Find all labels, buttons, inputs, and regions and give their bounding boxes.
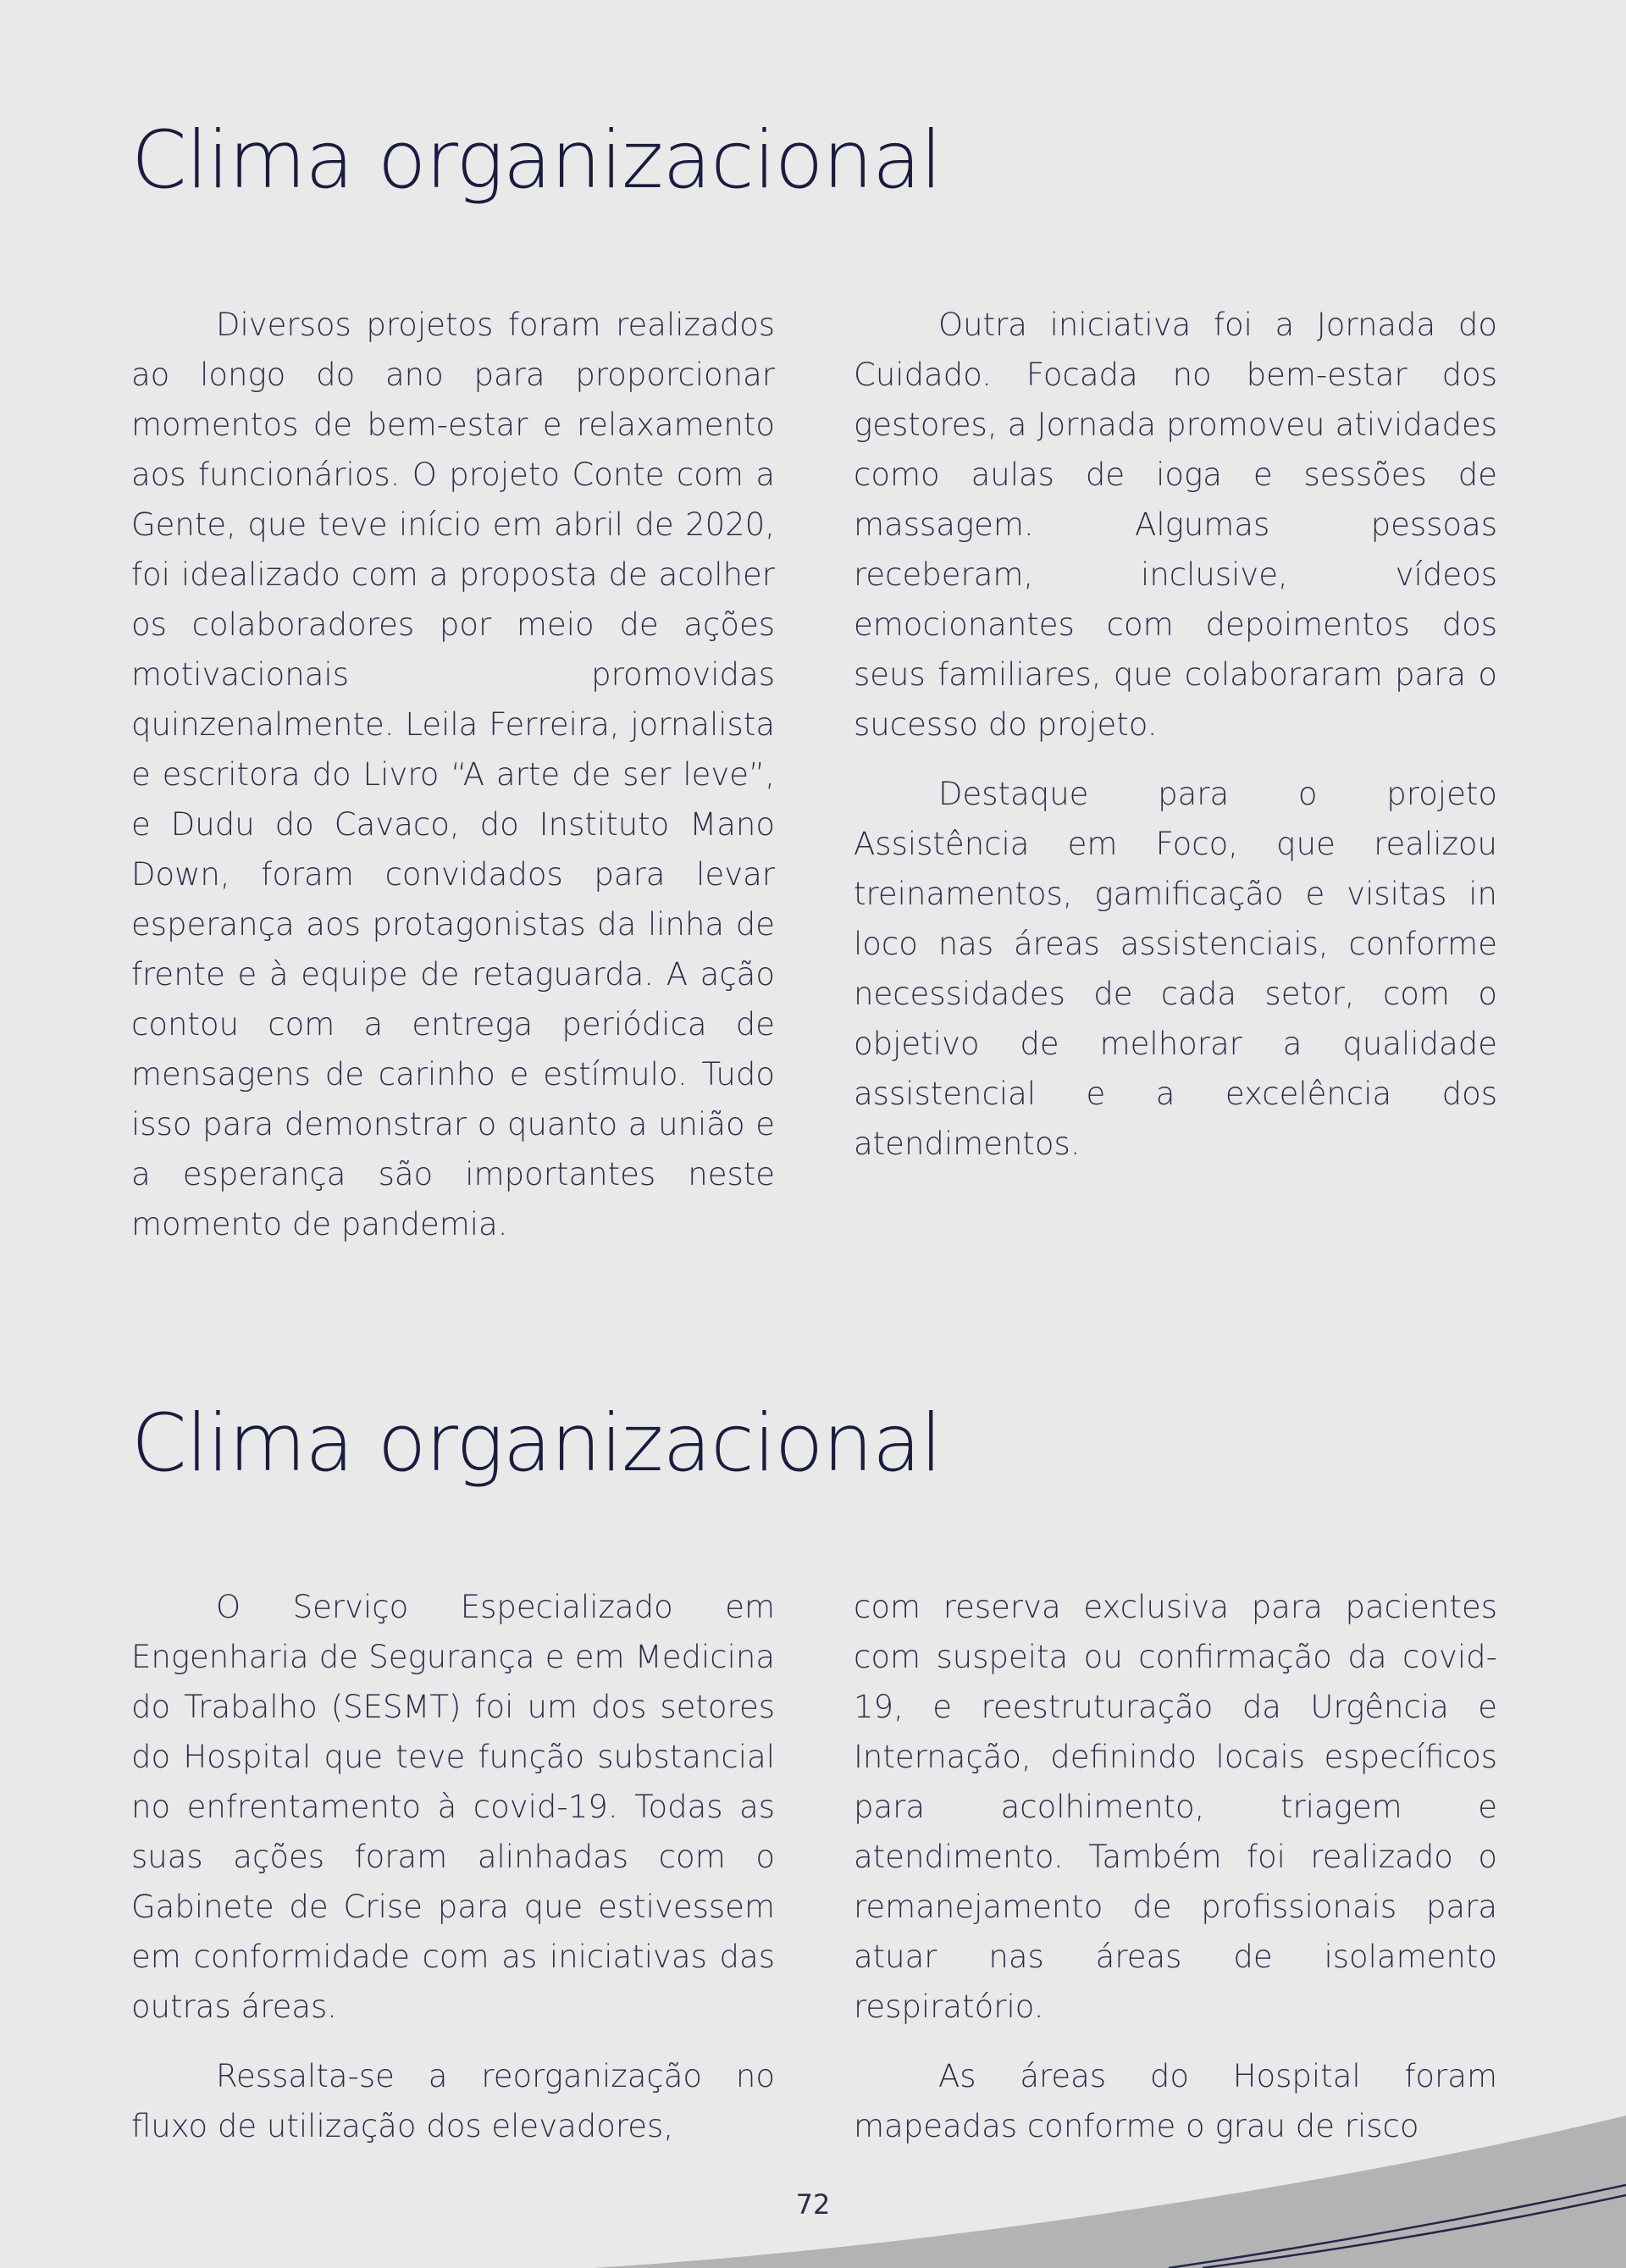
section-2-right-paragraph-1: com reserva exclusiva para pacientes com suspeita ou confirmação da covid-19, e reestruturação da Urgência e Internação, definindo locais específicos para acolhimento, triagem e atendimento. Também foi realizado o remanejamento de profissionais para atuar nas áreas de isolamento respiratório. (854, 1589, 1497, 2025)
section-1-left-column (131, 300, 775, 1269)
section-2-right-paragraph-2: As áreas do Hospital foram mapeadas conforme o grau de risco (854, 2058, 1497, 2144)
section-1-right-paragraph-2: Destaque para o projeto Assistência em Foco, que realizou treinamentos, gamificação e visitas in loco nas áreas assistenciais, conforme necessidades de cada setor, com o objetivo de melhorar a qualidade assistencial e a excelência dos atendimentos. (854, 776, 1497, 1162)
section-1-title: Clima organizacional (131, 114, 942, 207)
section-1-right-column (854, 300, 1497, 1188)
section-1-right-paragraph-1: Outra iniciativa foi a Jornada do Cuidado. Focada no bem-estar dos gestores, a Jornada promoveu atividades como aulas de ioga e sessões de massagem. Algumas pessoas receberam, inclusive, vídeos emocionantes com depoimentos dos seus familiares, que colaboraram para o sucesso do projeto. (854, 307, 1497, 743)
page-number: 72 (795, 2188, 831, 2221)
section-2-left-paragraph-1: O Serviço Especializado em Engenharia de Segurança e em Medicina do Trabalho (SESMT) foi um dos setores do Hospital que teve função substancial no enfrentamento à covid-19. Todas as suas ações foram alinhadas com o Gabinete de Crise para que estivessem em conformidade com as iniciativas das outras áreas. (131, 1589, 775, 2025)
section-2-left-paragraph-2: Ressalta-se a reorganização no fluxo de utilização dos elevadores, (131, 2058, 775, 2144)
section-2-title: Clima organizacional (131, 1397, 942, 1490)
footer-swoosh-decoration (0, 2075, 1626, 2268)
section-1-left-paragraph-1: Diversos projetos foram realizados ao longo do ano para proporcionar momentos de bem-estar e relaxamento aos funcionários. O projeto Conte com a Gente, que teve início em abril de 2020, foi idealizado com a proposta de acolher os colaboradores por meio de ações motivacionais promovidas quinzenalmente. Leila Ferreira, jornalista e escritora do Livro “A arte de ser leve”, e Dudu do Cavaco, do Instituto Mano Down, foram convidados para levar esperança aos protagonistas da linha de frente e à equipe de retaguarda. A ação contou com a entrega periódica de mensagens de carinho e estímulo. Tudo isso para demonstrar o quanto a união e a esperança são importantes neste momento de pandemia. (131, 307, 775, 1242)
